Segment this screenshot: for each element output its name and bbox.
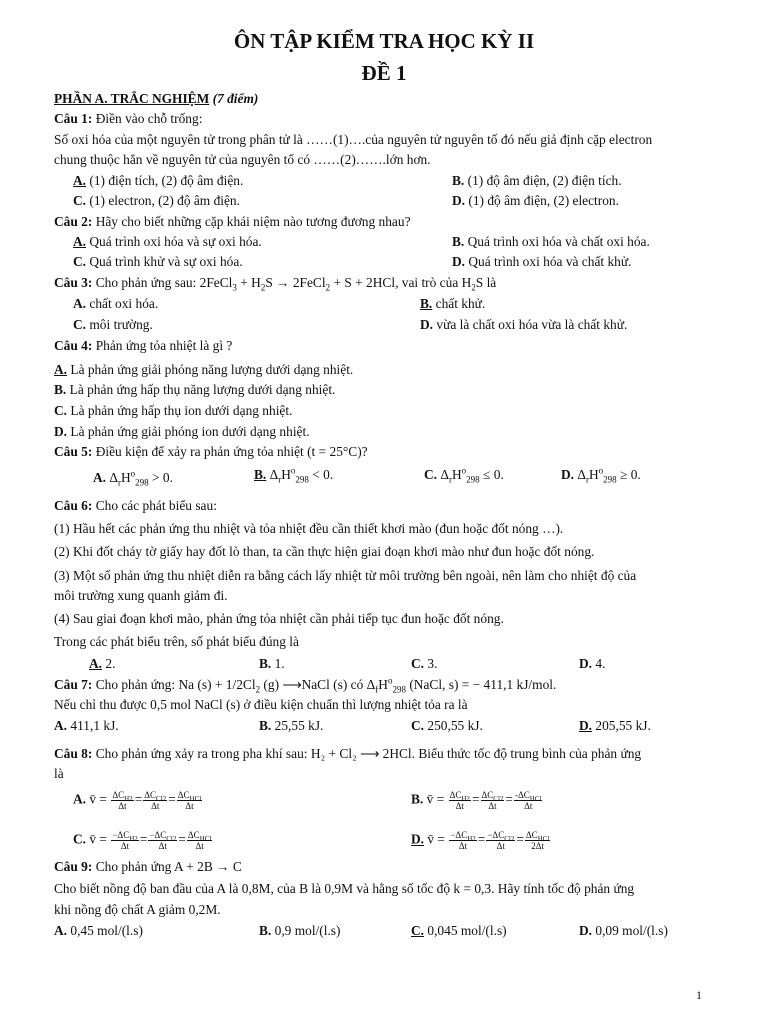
page-title: ÔN TẬP KIỂM TRA HỌC KỲ II <box>233 29 535 53</box>
question-1-text: chung thuộc hẳn về nguyên tử của nguyên tố có ……(2)…….lớn hơn. <box>54 152 431 167</box>
option-d[interactable]: D. v̄ = $\frac{-\Delta C_{H2}}{\Delta t}$ = $\frac{-\Delta C_{Cl2}}{\Delta t}$ = $\frac{\Delta C_{HCl}}{2\Delta t}$ <box>411 830 550 851</box>
question-7: Câu 7: Cho phản ứng: Na $(s) + 1/2Cl_2$ (g) ⟶NaCl (s) có $\Delta_fH^o_{298}$ (NaCl, s) = − 411,1 kJ/mol. <box>54 675 557 695</box>
option-a[interactable]: A. (1) điện tích, (2) độ âm điện. <box>73 173 244 188</box>
statement-3-cont: môi trường xung quanh giảm đi. <box>54 588 228 603</box>
option-d[interactable]: D. 4. <box>579 656 606 671</box>
option-a[interactable]: A. $\Delta_rH^o_{298} > 0$. <box>93 468 173 488</box>
option-b[interactable]: B. $\Delta_rH^o_{298} < 0$. <box>254 465 334 485</box>
option-c[interactable]: C. Là phản ứng hấp thụ ion dưới dạng nhiệt. <box>54 403 293 418</box>
question-3: Câu 3: Cho phản ứng sau: 2FeCl$_3$ + $H_2S$ → 2FeCl$_2$ + S + 2HCl, vai trò của $H_2S$ là <box>54 275 497 293</box>
question-1-text: Số oxi hóa của một nguyên tử trong phân tử là ……(1)….của nguyên tử nguyên tố đó nếu giả định cặp electron <box>54 132 653 147</box>
option-c[interactable]: C. 250,55 kJ. <box>411 718 483 733</box>
question-2: Câu 2: Hãy cho biết những cặp khái niệm nào tương đương nhau? <box>54 214 411 229</box>
option-d[interactable]: D. Là phản ứng giải phóng ion dưới dạng nhiệt. <box>54 424 310 439</box>
option-d[interactable]: D. Quá trình oxi hóa và chất khử. <box>452 254 632 269</box>
question-5: Câu 5: Điều kiện để xảy ra phản ứng tỏa nhiệt (t = 25°C)? <box>54 444 368 459</box>
option-a[interactable]: A. 0,45 mol/(l.s) <box>54 923 143 938</box>
statement-2: (2) Khi đốt cháy tờ giấy hay đốt lò than, ta cần thực hiện giai đoạn khơi mào như đun hoặc đốt nóng. <box>54 544 595 559</box>
statement-3: (3) Một số phản ứng thu nhiệt diễn ra bằng cách lấy nhiệt từ môi trường bên ngoài, nên làm cho nhiệt độ của <box>54 568 637 583</box>
question-1: Câu 1: Điền vào chỗ trống: <box>54 111 203 126</box>
option-a[interactable]: A. 2. <box>89 656 116 671</box>
option-b[interactable]: B. (1) độ âm điện, (2) điện tích. <box>452 173 622 188</box>
page-number: 1 <box>696 988 702 1002</box>
question-6: Câu 6: Cho các phát biểu sau: <box>54 498 217 513</box>
question-6-ask: Trong các phát biểu trên, số phát biểu đúng là <box>54 634 299 649</box>
option-a[interactable]: A. 411,1 kJ. <box>54 718 119 733</box>
option-a[interactable]: A. Quá trình oxi hóa và sự oxi hóa. <box>73 234 262 249</box>
option-d[interactable]: D. $\Delta_rH^o_{298} \ge 0$. <box>561 465 641 485</box>
question-8: Câu 8: Cho phản ứng xảy ra trong pha khí sau: H₂ + Cl₂ ⟶ 2HCl. Biểu thức tốc độ trung bình của phản ứng <box>54 746 642 761</box>
question-9-text: khi nồng độ chất A giảm 0,2M. <box>54 902 221 917</box>
option-d[interactable]: D. (1) độ âm điện, (2) electron. <box>452 193 619 208</box>
option-b[interactable]: B. Là phản ứng hấp thụ năng lượng dưới dạng nhiệt. <box>54 382 336 397</box>
section-heading: PHẦN A. TRẮC NGHIỆM (7 điểm) <box>54 91 259 106</box>
option-b[interactable]: B. chất khử. <box>420 296 486 311</box>
option-b[interactable]: B. 25,55 kJ. <box>259 718 324 733</box>
option-c[interactable]: C. v̄ = $\frac{-\Delta C_{H2}}{\Delta t}$ = $\frac{-\Delta C_{Cl2}}{\Delta t}$ = $\frac{\Delta C_{HCl}}{\Delta t}$ <box>73 830 212 851</box>
option-b[interactable]: B. 1. <box>259 656 285 671</box>
option-d[interactable]: D. vừa là chất oxi hóa vừa là chất khử. <box>420 317 628 332</box>
question-4: Câu 4: Phản ứng tỏa nhiệt là gì ? <box>54 338 233 353</box>
option-c[interactable]: C. 3. <box>411 656 438 671</box>
statement-4: (4) Sau giai đoạn khơi mào, phản ứng tỏa nhiệt cần phải tiếp tục đun hoặc đốt nóng. <box>54 611 504 626</box>
question-9: Câu 9: Cho phản ứng A + 2B → C <box>54 859 242 874</box>
statement-1: (1) Hầu hết các phản ứng thu nhiệt và tỏa nhiệt đều cần thiết khơi mào (đun hoặc đốt nóng …). <box>54 521 564 536</box>
option-c[interactable]: C. 0,045 mol/(l.s) <box>411 923 507 938</box>
question-8-text: là <box>54 766 64 781</box>
option-b[interactable]: B. v̄ = $\frac{\Delta C_{H2}}{\Delta t}$ = $\frac{\Delta C_{Cl2}}{\Delta t}$ = $\frac{-\Delta C_{HCl}}{\Delta t}$ <box>411 790 542 811</box>
option-c[interactable]: C. Quá trình khử và sự oxi hóa. <box>73 254 243 269</box>
option-d[interactable]: D. 0,09 mol/(l.s) <box>579 923 668 938</box>
option-b[interactable]: B. Quá trình oxi hóa và chất oxi hóa. <box>452 234 650 249</box>
question-9-text: Cho biết nồng độ ban đầu của A là 0,8M, của B là 0,9M và hằng số tốc độ k = 0,3. Hãy tính tốc độ phản ứng <box>54 881 635 896</box>
question-7-text: Nếu chỉ thu được 0,5 mol NaCl (s) ở điều kiện chuẩn thì lượng nhiệt tỏa ra là <box>54 697 468 712</box>
option-c[interactable]: C. môi trường. <box>73 317 153 332</box>
option-b[interactable]: B. 0,9 mol/(l.s) <box>259 923 341 938</box>
exam-code: ĐỀ 1 <box>361 61 407 85</box>
option-a[interactable]: A. chất oxi hóa. <box>73 296 159 311</box>
option-c[interactable]: C. $\Delta_rH^o_{298} \le 0$. <box>424 465 504 485</box>
option-a[interactable]: A. Là phản ứng giải phóng năng lượng dưới dạng nhiệt. <box>54 362 354 377</box>
option-a[interactable]: A. v̄ = $\frac{\Delta C_{H2}}{\Delta t}$ = $\frac{\Delta C_{Cl2}}{\Delta t}$ = $\frac{\Delta C_{HCl}}{\Delta t}$ <box>73 790 202 811</box>
option-c[interactable]: C. (1) electron, (2) độ âm điện. <box>73 193 240 208</box>
option-d[interactable]: D. 205,55 kJ. <box>579 718 651 733</box>
